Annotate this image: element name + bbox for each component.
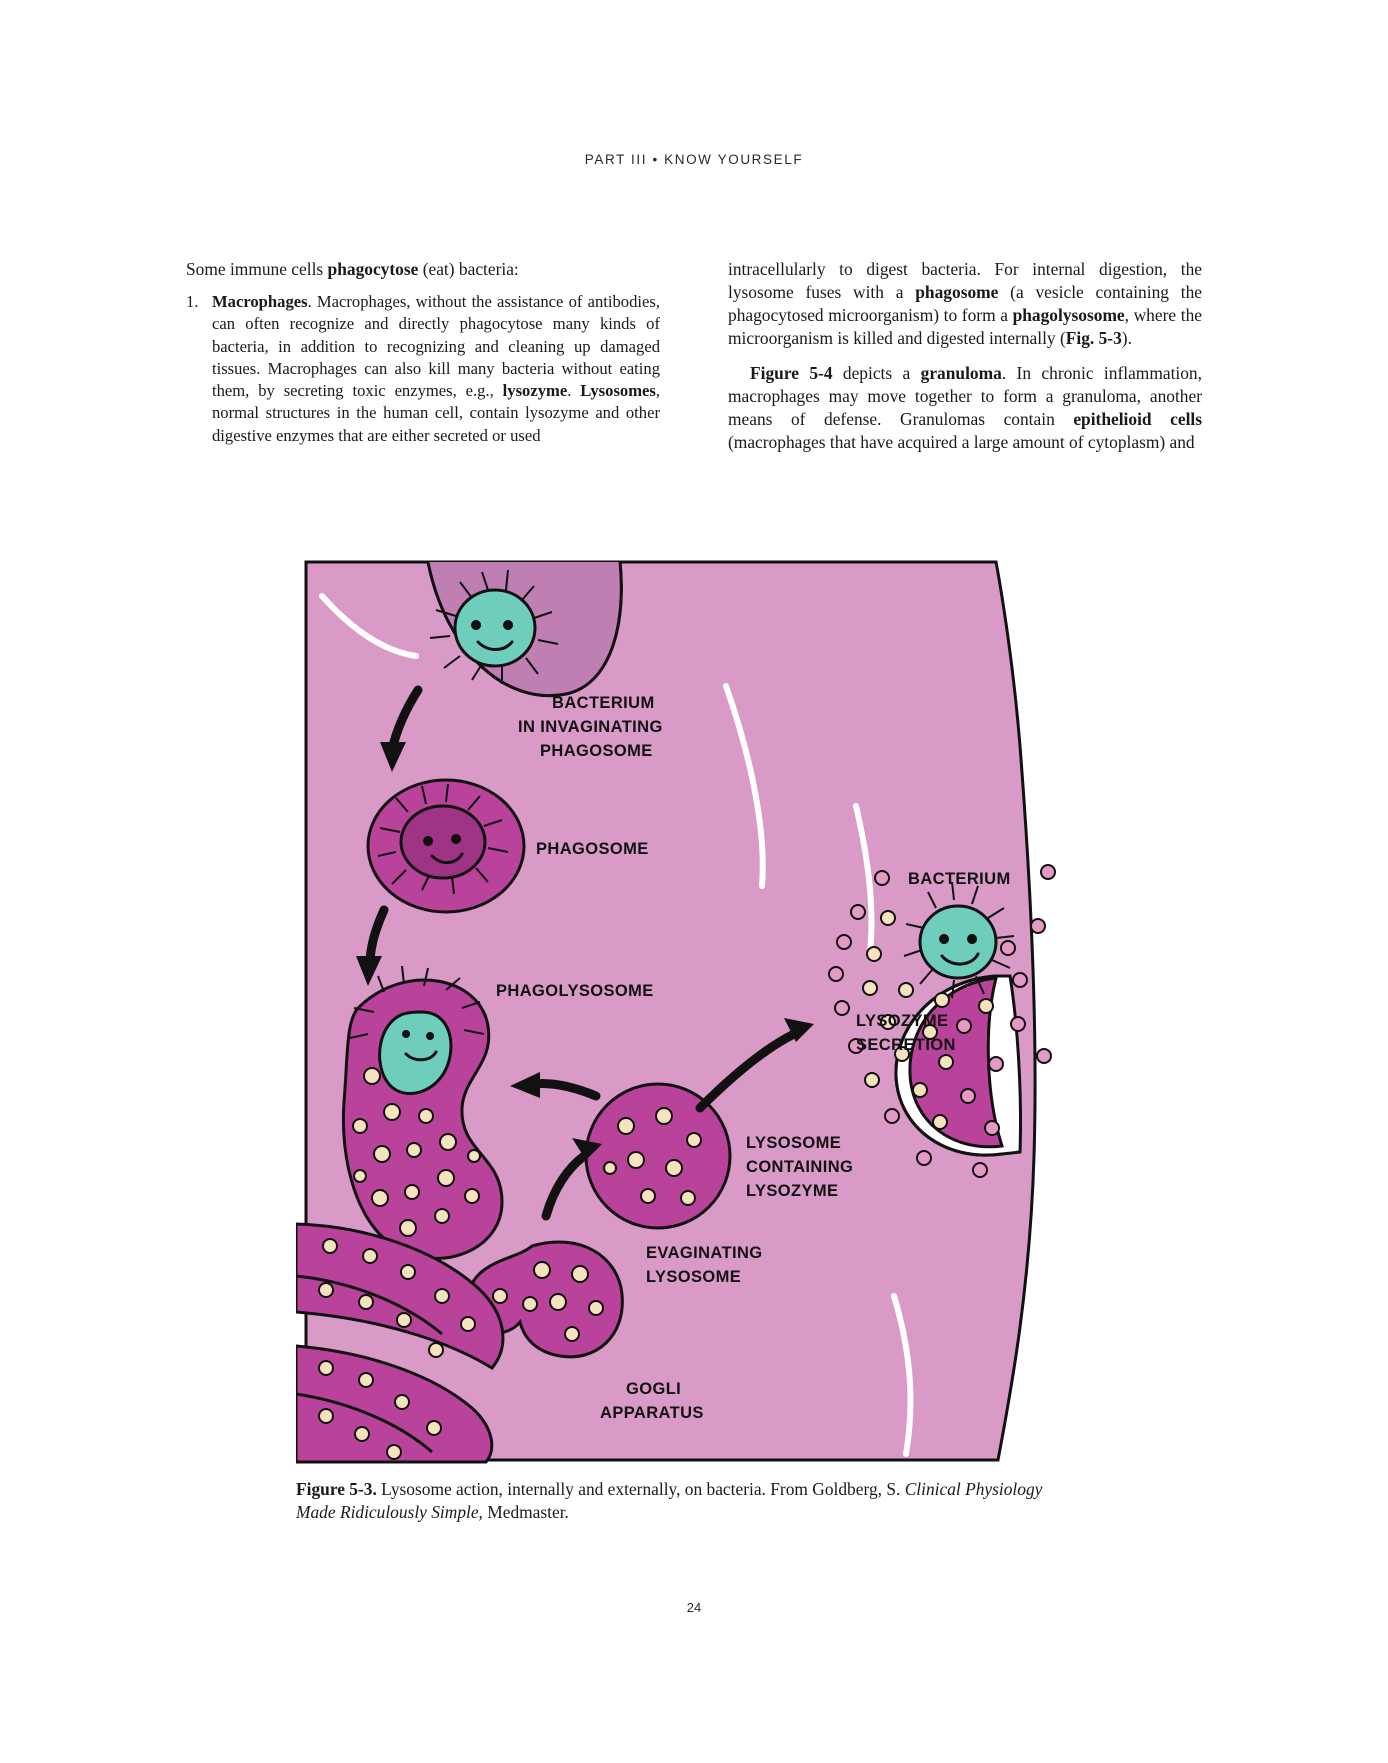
label-evaginating-line1: EVAGINATING: [646, 1244, 763, 1262]
figure-5-3: [296, 556, 1056, 1466]
label-phagolysosome: PHAGOLYSOSOME: [496, 982, 654, 1000]
label-golgi-line1: GOGLI: [626, 1380, 682, 1398]
label-evaginating-line2: LYSOSOME: [646, 1268, 742, 1286]
label-golgi-line2: APPARATUS: [600, 1404, 704, 1422]
right-paragraph-2-rich: Figure 5-4 depicts a granuloma. In chronic inflammation, macrophages may move together to form a granuloma, another means of defense. Granulomas contain epithelioid cells (macrophages that have acquired a large amount of cytoplasm) and: [728, 362, 1202, 452]
list-item-number: 1.: [186, 292, 199, 312]
right-column: [728, 258, 1202, 454]
label-lysozyme-secretion-line2: SECRETION: [856, 1036, 956, 1054]
right-paragraph-1: [728, 258, 1202, 351]
label-lysozyme-secretion-line1: LYSOZYME: [856, 1012, 949, 1030]
label-lysosome-line1: LYSOSOME: [746, 1134, 842, 1152]
figure-caption: [296, 1478, 1056, 1525]
list-item-body: [212, 291, 660, 447]
label-lysosome-line2: CONTAINING: [746, 1158, 854, 1176]
right-paragraph-2: [728, 362, 1202, 455]
figure-caption-rich: Figure 5-3. Lysosome action, internally and externally, on bacteria. From Goldberg, S. Clinical Physiology Made Ridiculously Simple, Medmaster.: [296, 1479, 1043, 1523]
label-bacterium-invaginating-line3: PHAGOSOME: [540, 742, 653, 760]
label-bacterium-invaginating-line1: BACTERIUM: [552, 694, 655, 712]
label-lysosome-line3: LYSOZYME: [746, 1182, 839, 1200]
left-column: [186, 258, 660, 454]
body-columns: [186, 258, 1202, 454]
right-paragraph-1-rich: intracellularly to digest bacteria. For internal digestion, the lysosome fuses with a phagosome (a vesicle containing the phagocytosed microorganism) to form a phagolysosome, where the microorganism is killed and digested internally (Fig. 5-3).: [728, 259, 1203, 349]
page-number: 24: [686, 1600, 702, 1615]
list-item-rich: Macrophages. Macrophages, without the assistance of antibodies, can often recognize and directly phagocytose many kinds of bacteria, in addition to recognizing and cleaning up damaged tissues. Macrophages can also kill many bacteria without eating them, by secreting toxic enzymes, e.g., lysozyme. Lysosomes, normal structures in the human cell, contain lysozyme and other digestive enzymes that are either secreted or used: [212, 292, 660, 445]
phagosome-vesicle: [368, 780, 524, 912]
label-phagosome: PHAGOSOME: [536, 840, 649, 858]
label-bacterium-external: BACTERIUM: [908, 870, 1011, 888]
list-item: [186, 291, 660, 447]
intro-rich: Some immune cells phagocytose (eat) bacteria:: [186, 259, 519, 279]
bacterium-leader-dot: [875, 871, 889, 885]
intro-paragraph: [186, 258, 660, 281]
label-bacterium-invaginating-line2: IN INVAGINATING: [518, 718, 663, 736]
running-head: PART III • KNOW YOURSELF: [584, 152, 804, 167]
